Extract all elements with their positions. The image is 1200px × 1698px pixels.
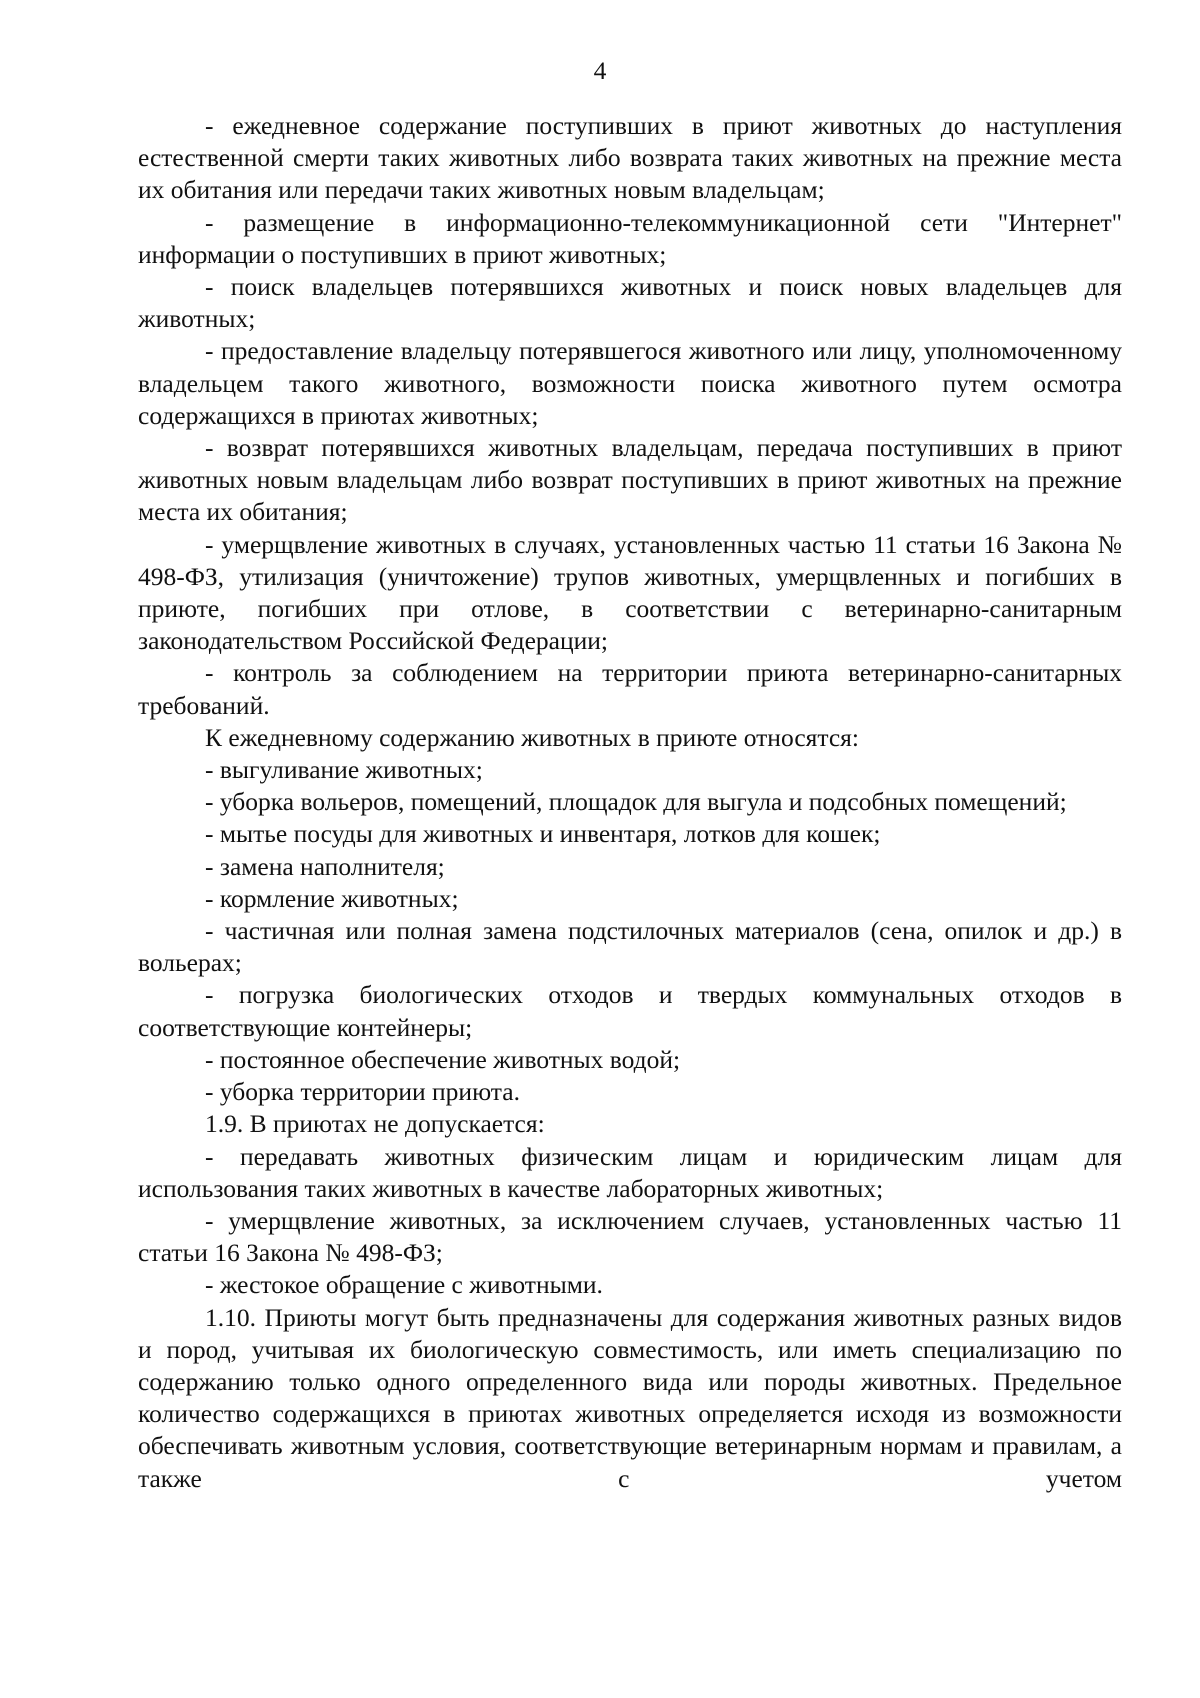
paragraph-internet-info: - размещение в информационно-телекоммуникационной сети "Интернет" информации о поступивших в приют животных; [138,207,1122,269]
list-item-walking: - выгуливание животных; [205,755,483,785]
list-item-filler-replacement: - замена наполнителя; [205,851,445,881]
document-body [138,110,1122,1495]
paragraph-1-10: 1.10. Приюты могут быть предназначены для содержания животных разных видов и пород, учитывая их биологическую совместимость, или иметь специализацию по содержанию только одного определенного вида или породы животных. Предельное количество содержащихся в приютах животных определяется исходя из возможности обеспечивать животным условия, соответствующие ветеринарным нормам и правилам, а также с учетом [138,1302,1122,1493]
section-heading-1-9: 1.9. В приютах не допускается: [205,1109,545,1139]
list-item-euthanasia-ban: - умерщвление животных, за исключением случаев, установленных частью 11 статьи 16 Закона № 498-ФЗ; [138,1205,1122,1268]
paragraph-daily-list-intro: К ежедневному содержанию животных в приюте относятся: [205,722,859,752]
paragraph-euthanasia: - умерщвление животных в случаях, установленных частью 11 статьи 16 Закона № 498-ФЗ, утилизация (уничтожение) трупов животных, умерщвленных и погибших в приюте, погибших при отлове, в соответствии с ветеринарно-санитарным законодательством Российской Федерации; [138,529,1122,656]
list-item-bedding-replacement: - частичная или полная замена подстилочных материалов (сена, опилок и др.) в вольерах; [138,916,1122,978]
list-item-territory-cleaning: - уборка территории приюта. [205,1077,520,1107]
list-item-lab-transfer: - передавать животных физическим лицам и юридическим лицам для использования таких животных в качестве лабораторных животных; [138,1141,1122,1203]
list-item-washing-dishes: - мытье посуды для животных и инвентаря, лотков для кошек; [205,819,881,849]
paragraph-owner-search: - поиск владельцев потерявшихся животных и поиск новых владельцев для животных; [138,272,1122,334]
list-item-cruelty-ban: - жестокое обращение с животными. [205,1270,603,1300]
paragraph-owner-inspection: - предоставление владельцу потерявшегося животного или лицу, уполномоченному владельцем такого животного, возможности поиска животного путем осмотра содержащихся в приютах животных; [138,336,1122,430]
list-item-waste-loading: - погрузка биологических отходов и твердых коммунальных отходов в соответствующие контейнеры; [138,980,1122,1042]
paragraph-return-animals: - возврат потерявшихся животных владельцам, передача поступивших в приют животных новым владельцам либо возврат поступивших в приют животных на прежние места их обитания; [138,433,1122,527]
paragraph-sanitary-control: - контроль за соблюдением на территории приюта ветеринарно-санитарных требований. [138,658,1122,720]
list-item-cleaning-enclosures: - уборка вольеров, помещений, площадок для выгула и подсобных помещений; [205,787,1067,817]
page-number: 4 [593,56,607,85]
list-item-feeding: - кормление животных; [205,883,459,913]
paragraph-daily-upkeep: - ежедневное содержание поступивших в приют животных до наступления естественной смерти таких животных либо возврата таких животных на прежние места их обитания или передачи таких животных новым владельцам; [138,111,1122,205]
list-item-water-supply: - постоянное обеспечение животных водой; [205,1044,681,1074]
